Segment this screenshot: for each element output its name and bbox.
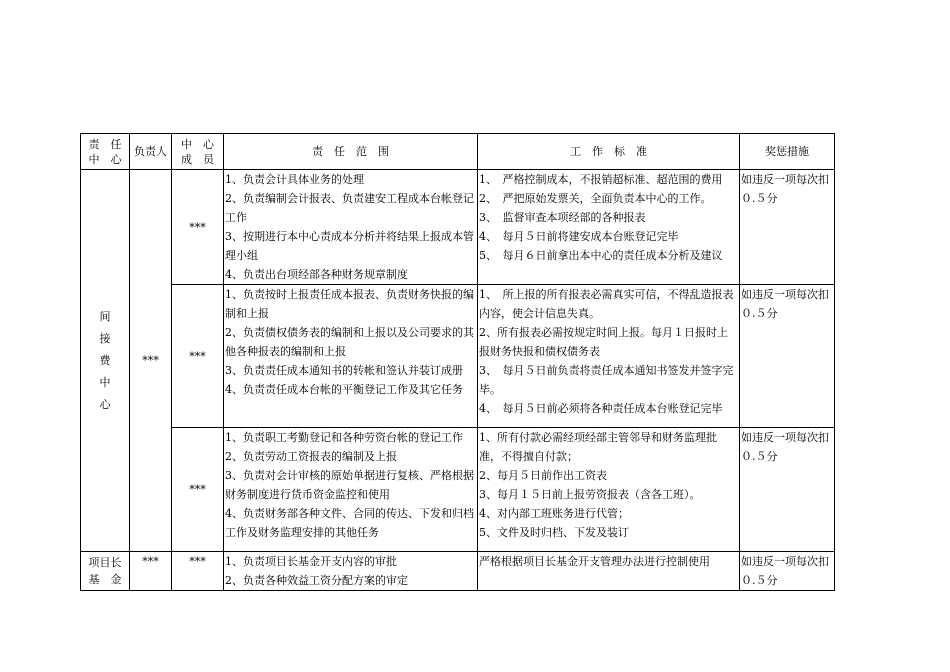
cell-members: *** [172, 552, 224, 591]
scope-item: 2、负责编制会计报表、负责建安工程成本台帐登记工作 [225, 192, 474, 224]
scope-item: 3、负责对会计审核的原始单据进行复核、严格根据财务制度进行货币资金监控和使用 [225, 469, 474, 501]
standard-item: 5、 每月６日前拿出本中心的责任成本分析及建议 [479, 249, 723, 262]
scope-item: 1、负责项目长基金开支内容的审批 [225, 555, 397, 568]
standard-item: 严格根据项目长基金开支管理办法进行控制使用 [479, 555, 710, 568]
cell-standard [478, 285, 740, 428]
cell-members: *** [172, 285, 224, 428]
scope-item: 1、负责按时上报责任成本报表、负责财务快报的编制和上报 [225, 288, 474, 320]
header-owner: 负责人 [130, 134, 172, 170]
cell-reward: 如违反一项每次扣０.５分 [740, 170, 835, 285]
cell-center: 间 接 费 中 心 [81, 170, 130, 552]
standard-item: 4、 每月５日前必须将各种责任成本台账登记完毕 [479, 402, 723, 415]
header-scope: 责 任 范 围 [224, 134, 478, 170]
scope-item: 3、按期进行本中心责成本分析并将结果上报成本管理小组 [225, 230, 474, 262]
cell-standard [478, 170, 740, 285]
header-reward: 奖惩措施 [740, 134, 835, 170]
table-row [81, 552, 835, 591]
header-members: 中 心 成 员 [172, 134, 224, 170]
cell-reward: 如违反一项每次扣０.５分 [740, 552, 835, 591]
standard-item: 3、 监督审查本项经部的各种报表 [479, 211, 646, 224]
cell-members: *** [172, 170, 224, 285]
cell-scope [224, 552, 478, 591]
scope-item: 1、负责会计具体业务的处理 [225, 173, 364, 186]
standard-item: 3、每月１５日前上报劳资报表（含各工班）。 [479, 488, 701, 501]
standard-item: 1、所有付款必需经项经部主管邻导和财务监理批准，不得擅自付款； [479, 431, 717, 463]
cell-standard [478, 552, 740, 591]
standard-item: 2、 严把原始发票关，全面负责本中心的工作。 [479, 192, 712, 205]
scope-item: 3、负责责任成本通知书的转帐和签认并装订成册 [225, 364, 463, 377]
header-standard: 工 作 标 准 [478, 134, 740, 170]
table-row [81, 285, 835, 428]
responsibility-table [80, 133, 835, 591]
cell-reward: 如违反一项每次扣０.５分 [740, 285, 835, 428]
standard-item: 3、 每月５日前负责将责任成本通知书签发并签字完毕。 [479, 364, 734, 396]
standard-item: 2、所有报表必需按规定时间上报。每月１日报时上报财务快报和债权债务表 [479, 326, 728, 358]
standard-item: 1、 严格控制成本，不报销超标准、超范围的费用 [479, 173, 723, 186]
cell-scope [224, 428, 478, 552]
standard-item: 2、每月５日前作出工资表 [479, 469, 607, 482]
cell-standard [478, 428, 740, 552]
cell-reward: 如违反一项每次扣０.５分 [740, 428, 835, 552]
scope-item: 2、负责债权债务表的编制和上报以及公司要求的其他各种报表的编制和上报 [225, 326, 474, 358]
cell-owner: *** [130, 170, 172, 552]
table-row [81, 170, 835, 285]
scope-item: 2、负责劳动工资报表的编制及上报 [225, 450, 397, 463]
cell-members: *** [172, 428, 224, 552]
standard-item: 1、 所上报的所有报表必需真实可信，不得乱造报表内容，使会计信息失真。 [479, 288, 734, 320]
header-center: 责 任 中 心 [81, 134, 130, 170]
cell-scope [224, 285, 478, 428]
scope-item: 4、负责责任成本台帐的平衡登记工作及其它任务 [225, 383, 463, 396]
cell-owner: *** [130, 552, 172, 591]
cell-scope [224, 170, 478, 285]
scope-item: 4、负责出台项经部各种财务规章制度 [225, 268, 408, 281]
cell-center: 项目长 基 金 [81, 552, 130, 591]
standard-item: 4、 每月５日前将建安成本台账登记完毕 [479, 230, 679, 243]
scope-item: 4、负责财务部各种文件、合同的传达、下发和归档工作及财务监理安排的其他任务 [225, 507, 474, 539]
scope-item: 1、负责职工考勤登记和各种劳资台帐的登记工作 [225, 431, 463, 444]
table-row [81, 428, 835, 552]
standard-item: 4、对内部工班账务进行代管； [479, 507, 629, 520]
scope-item: 2、负责各种效益工资分配方案的审定 [225, 574, 408, 587]
header-row [81, 134, 835, 170]
standard-item: 5、文件及时归档、下发及装订 [479, 526, 629, 539]
